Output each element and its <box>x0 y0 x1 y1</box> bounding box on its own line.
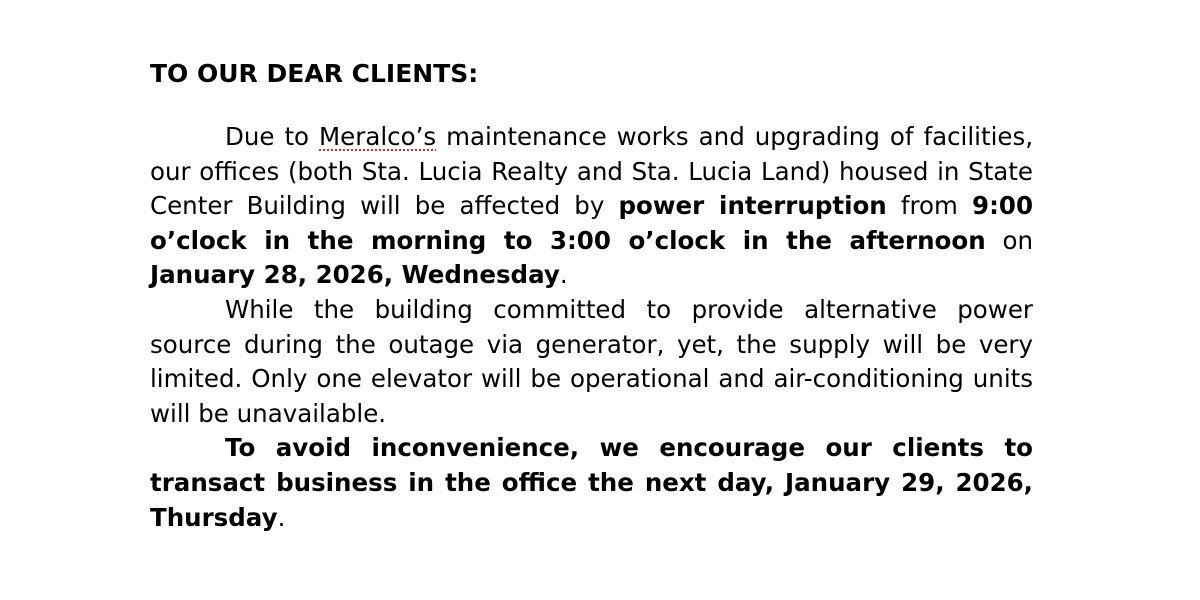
paragraph-recommendation <box>150 431 1033 535</box>
paragraph-power-interruption <box>150 120 1033 293</box>
p1-text2: from <box>886 191 973 221</box>
recommendation-emphasis: To avoid inconvenience, we encourage our clients to transact business in the office the next day, January 29, 2026, Thursday <box>150 433 1033 532</box>
company-name-meralco: Meralco’s <box>319 122 437 151</box>
p1-text1: maintenance works and upgrading of facilities, our offices (both Sta. Lucia Realty and Sta. Lucia Land) housed in State Center Building will be affected by <box>150 122 1034 221</box>
outage-time-range: 9:00 o’clock in the morning to 3:00 o’clock in the afternoon <box>150 191 1033 255</box>
p1-text3: on <box>985 225 1034 255</box>
notice-heading: TO OUR DEAR CLIENTS: <box>150 59 479 88</box>
outage-date: January 28, 2026, Wednesday <box>150 260 560 290</box>
paragraph-generator-limits: While the building committed to provide alternative power source during the outage via generator, yet, the supply will be very limited. Only one elevator will be operational and air-conditioning units will be unavailable. <box>150 294 1033 428</box>
notice-document <box>150 56 1033 535</box>
power-interruption-emphasis: power interruption <box>618 191 887 221</box>
p1-lead: Due to <box>225 122 320 151</box>
p1-end: . <box>559 260 568 290</box>
p3-end: . <box>277 502 286 532</box>
